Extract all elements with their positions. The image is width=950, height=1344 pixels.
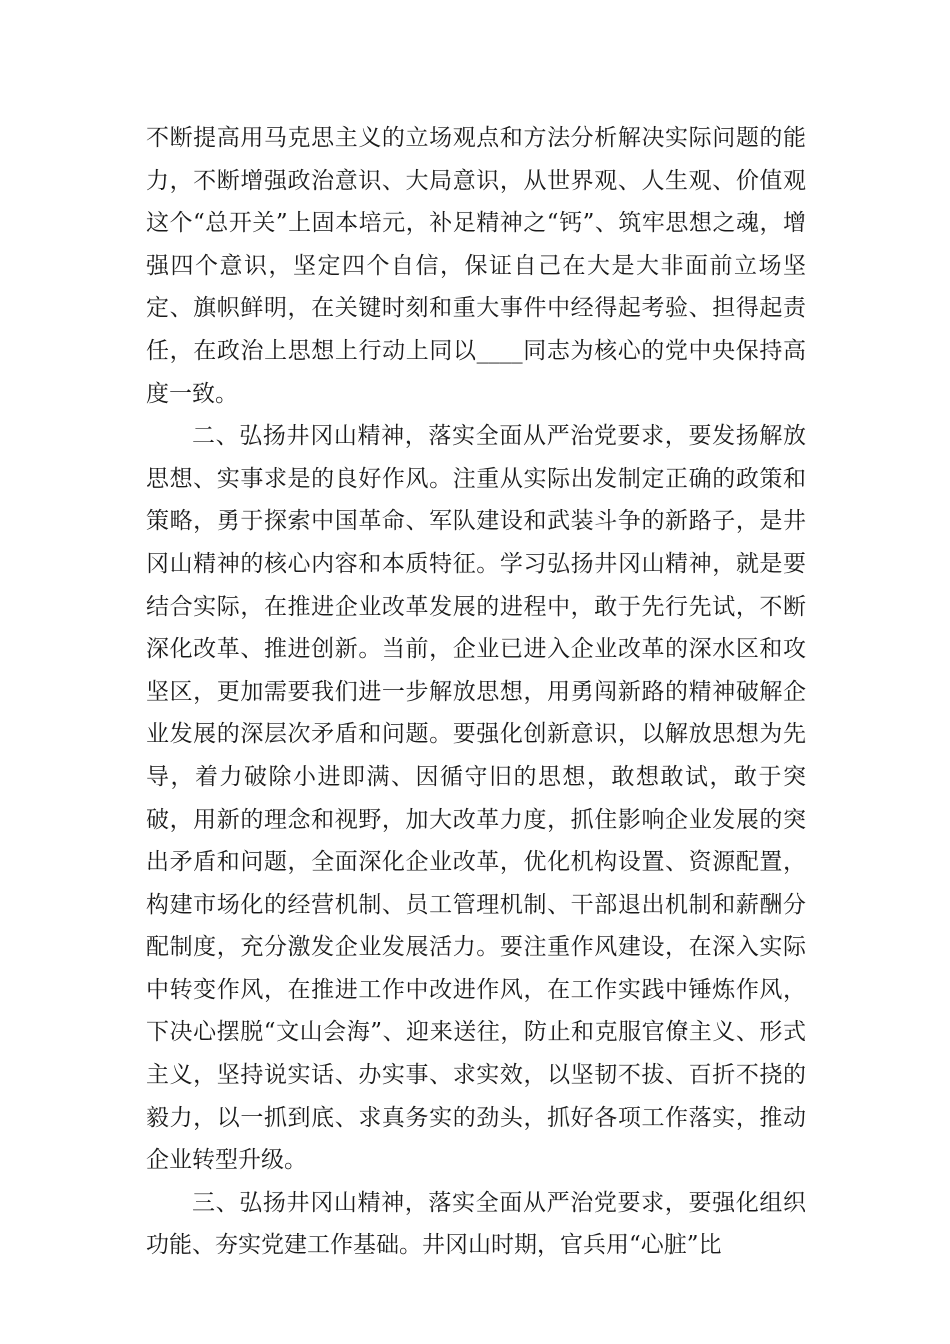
paragraph-section-three: 三、弘扬井冈山精神，落实全面从严治党要求，要强化组织功能、夯实党建工作基础。井冈山时期，官兵用“心脏”比 [146, 1189, 806, 1259]
paragraph-continuation: 不断提高用马克思主义的立场观点和方法分析解决实际问题的能力，不断增强政治意识、大局意识，从世界观、人生观、价值观这个“总开关”上固本培元，补足精神之“钙”、筑牢思想之魂，增强四个意识，坚定四个自信，保证自己在大是大非面前立场坚定、旗帜鲜明，在关键时刻和重大事件中经得起考验、担得起责任，在政治上思想上行动上同以____同志为核心的党中央保持高度一致。 [146, 125, 806, 407]
paragraph-section-two: 二、弘扬井冈山精神，落实全面从严治党要求，要发扬解放思想、实事求是的良好作风。注重从实际出发制定正确的政策和策略，勇于探索中国革命、军队建设和武装斗争的新路子，是井冈山精神的核心内容和本质特征。学习弘扬井冈山精神，就是要结合实际，在推进企业改革发展的进程中，敢于先行先试，不断深化改革、推进创新。当前，企业已进入企业改革的深水区和攻坚区，更加需要我们进一步解放思想，用勇闯新路的精神破解企业发展的深层次矛盾和问题。要强化创新意识，以解放思想为先导，着力破除小进即满、因循守旧的思想，敢想敢试，敢于突破，用新的理念和视野，加大改革力度，抓住影响企业发展的突出矛盾和问题，全面深化企业改革，优化机构设置、资源配置，构建市场化的经营机制、员工管理机制、干部退出机制和薪酬分配制度，充分激发企业发展活力。要注重作风建设，在深入实际中转变作风，在推进工作中改进作风，在工作实践中锤炼作风，下决心摆脱“文山会海”、迎来送往，防止和克服官僚主义、形式主义，坚持说实话、办实事、求实效，以坚韧不拔、百折不挠的毅力，以一抓到底、求真务实的劲头，抓好各项工作落实，推动企业转型升级。 [146, 423, 806, 1174]
document-body [146, 117, 806, 1267]
